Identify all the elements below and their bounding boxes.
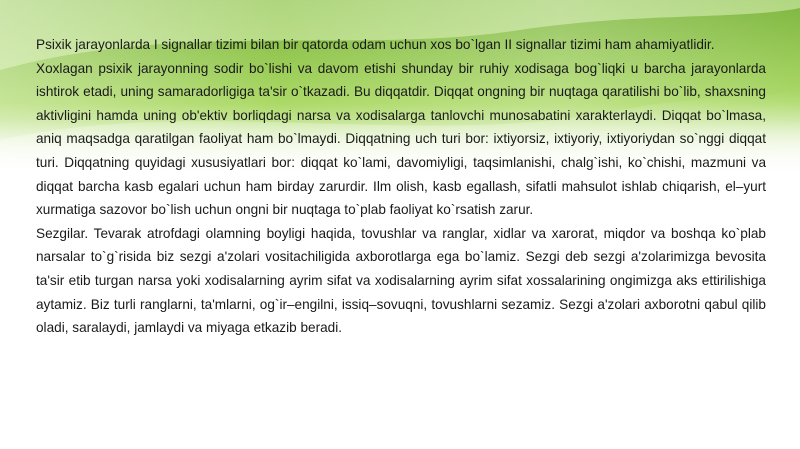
slide-text-body [36, 33, 766, 340]
paragraph-signal-systems: Psixik jarayonlarda I signallar tizimi bilan bir qatorda odam uchun xos bo`lgan II signallar tizimi ham ahamiyatlidir. [36, 37, 715, 52]
paragraph-sensations: Sezgilar. Tevarak atrofdagi olamning boyligi haqida, tovushlar va ranglar, xidlar va xarorat, miqdor va boshqa ko`plab narsalar to`g`risida biz sezgi a'zolari vositachiligida axborotlarga ega bo`lamiz. Sezgi deb sezgi a'zolarimizga bevosita ta'sir etib turgan narsa yoki xodisalarning ayrim sifat va xodisalarning ayrim sifat xossalarining ongimizga aks ettirilishiga aytamiz. Biz turli ranglarni, ta'mlarni, og`ir–engilni, issiq–sovuqni, tovushlarni sezamiz. Sezgi a'zolari axborotni qabul qilib oladi, saralaydi, jamlaydi va miyaga etkazib beradi. [36, 225, 766, 336]
paragraph-attention: Xoxlagan psixik jarayonning sodir bo`lishi va davom etishi shunday bir ruhiy xodisaga bog`liqki u barcha jarayonlarda ishtirok etadi, uning samaradorligiga ta'sir o`tkazadi. Bu diqqatdir. Diqqat ongning bir nuqtaga qaratilishi bo`lib, shaxsning aktivligini hamda uning ob'ektiv borliqdagi narsa va xodisalarga tanlovchi munosabatini xarakterlaydi. Diqqat bo`lmasa, aniq maqsadga qaratilgan faoliyat ham bo`lmaydi. Diqqatning uch turi bor: ixtiyorsiz, ixtiyoriy, ixtiyoriydan so`nggi diqqat turi. Diqqatning quyidagi xususiyatlari bor: diqqat ko`lami, davomiyligi, taqsimlanishi, chalg`ishi, ko`chishi, mazmuni va diqqat barcha kasb egalari uchun ham birday zarurdir. Ilm olish, kasb egallash, sifatli mahsulot ishlab chiqarish, el–yurt xurmatiga sazovor bo`lish uchun ongni bir nuqtaga to`plab faoliyat ko`rsatish zarur. [36, 60, 766, 218]
